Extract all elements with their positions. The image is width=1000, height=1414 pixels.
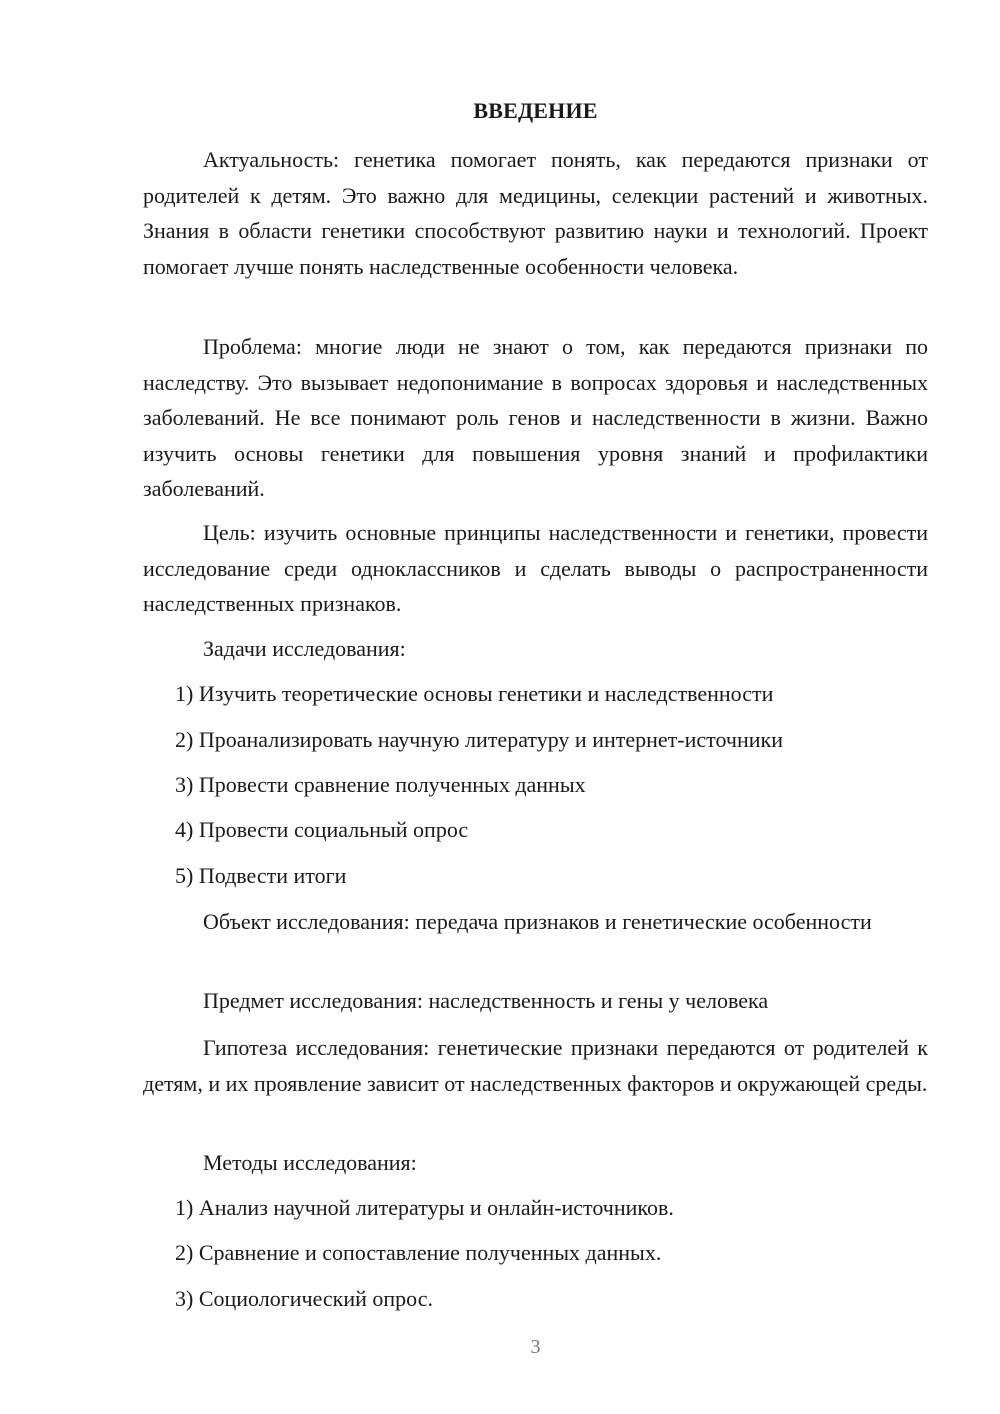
method-item: 2) Сравнение и сопоставление полученных данных. bbox=[175, 1240, 662, 1265]
method-item: 1) Анализ научной литературы и онлайн-источников. bbox=[175, 1195, 674, 1220]
task-item: 3) Провести сравнение полученных данных bbox=[175, 772, 586, 797]
methods-heading: Методы исследования: bbox=[203, 1150, 417, 1175]
page-title: ВВЕДЕНИЕ bbox=[473, 98, 598, 123]
hypothesis-paragraph: Гипотеза исследования: генетические признаки передаются от родителей к детям, и их проявление зависит от наследственных факторов и окружающей среды. bbox=[143, 1035, 928, 1096]
task-item: 5) Подвести итоги bbox=[175, 863, 347, 888]
subject-paragraph: Предмет исследования: наследственность и гены у человека bbox=[203, 988, 769, 1013]
task-item: 1) Изучить теоретические основы генетики и наследственности bbox=[175, 681, 774, 706]
method-item: 3) Социологический опрос. bbox=[175, 1286, 433, 1311]
page-number: 3 bbox=[530, 1336, 541, 1358]
task-item: 2) Проанализировать научную литературу и интернет-источники bbox=[175, 727, 783, 752]
task-item: 4) Провести социальный опрос bbox=[175, 817, 469, 842]
tasks-heading: Задачи исследования: bbox=[203, 636, 406, 661]
goal-paragraph: Цель: изучить основные принципы наследственности и генетики, провести исследование среди одноклассников и сделать выводы о распространенности наследственных признаков. bbox=[143, 520, 928, 616]
object-paragraph: Объект исследования: передача признаков и генетические особенности bbox=[203, 909, 872, 934]
problem-paragraph: Проблема: многие люди не знают о том, как передаются признаки по наследству. Это вызывает недопонимание в вопросах здоровья и наследственных заболеваний. Не все понимают роль генов и наследственности в жизни. Важно изучить основы генетики для повышения уровня знаний и профилактики заболеваний. bbox=[143, 334, 928, 501]
relevance-paragraph: Актуальность: генетика помогает понять, как передаются признаки от родителей к детям. Это важно для медицины, селекции растений и животных. Знания в области генетики способствуют развитию науки и технологий. Проект помогает лучше понять наследственные особенности человека. bbox=[143, 147, 928, 279]
